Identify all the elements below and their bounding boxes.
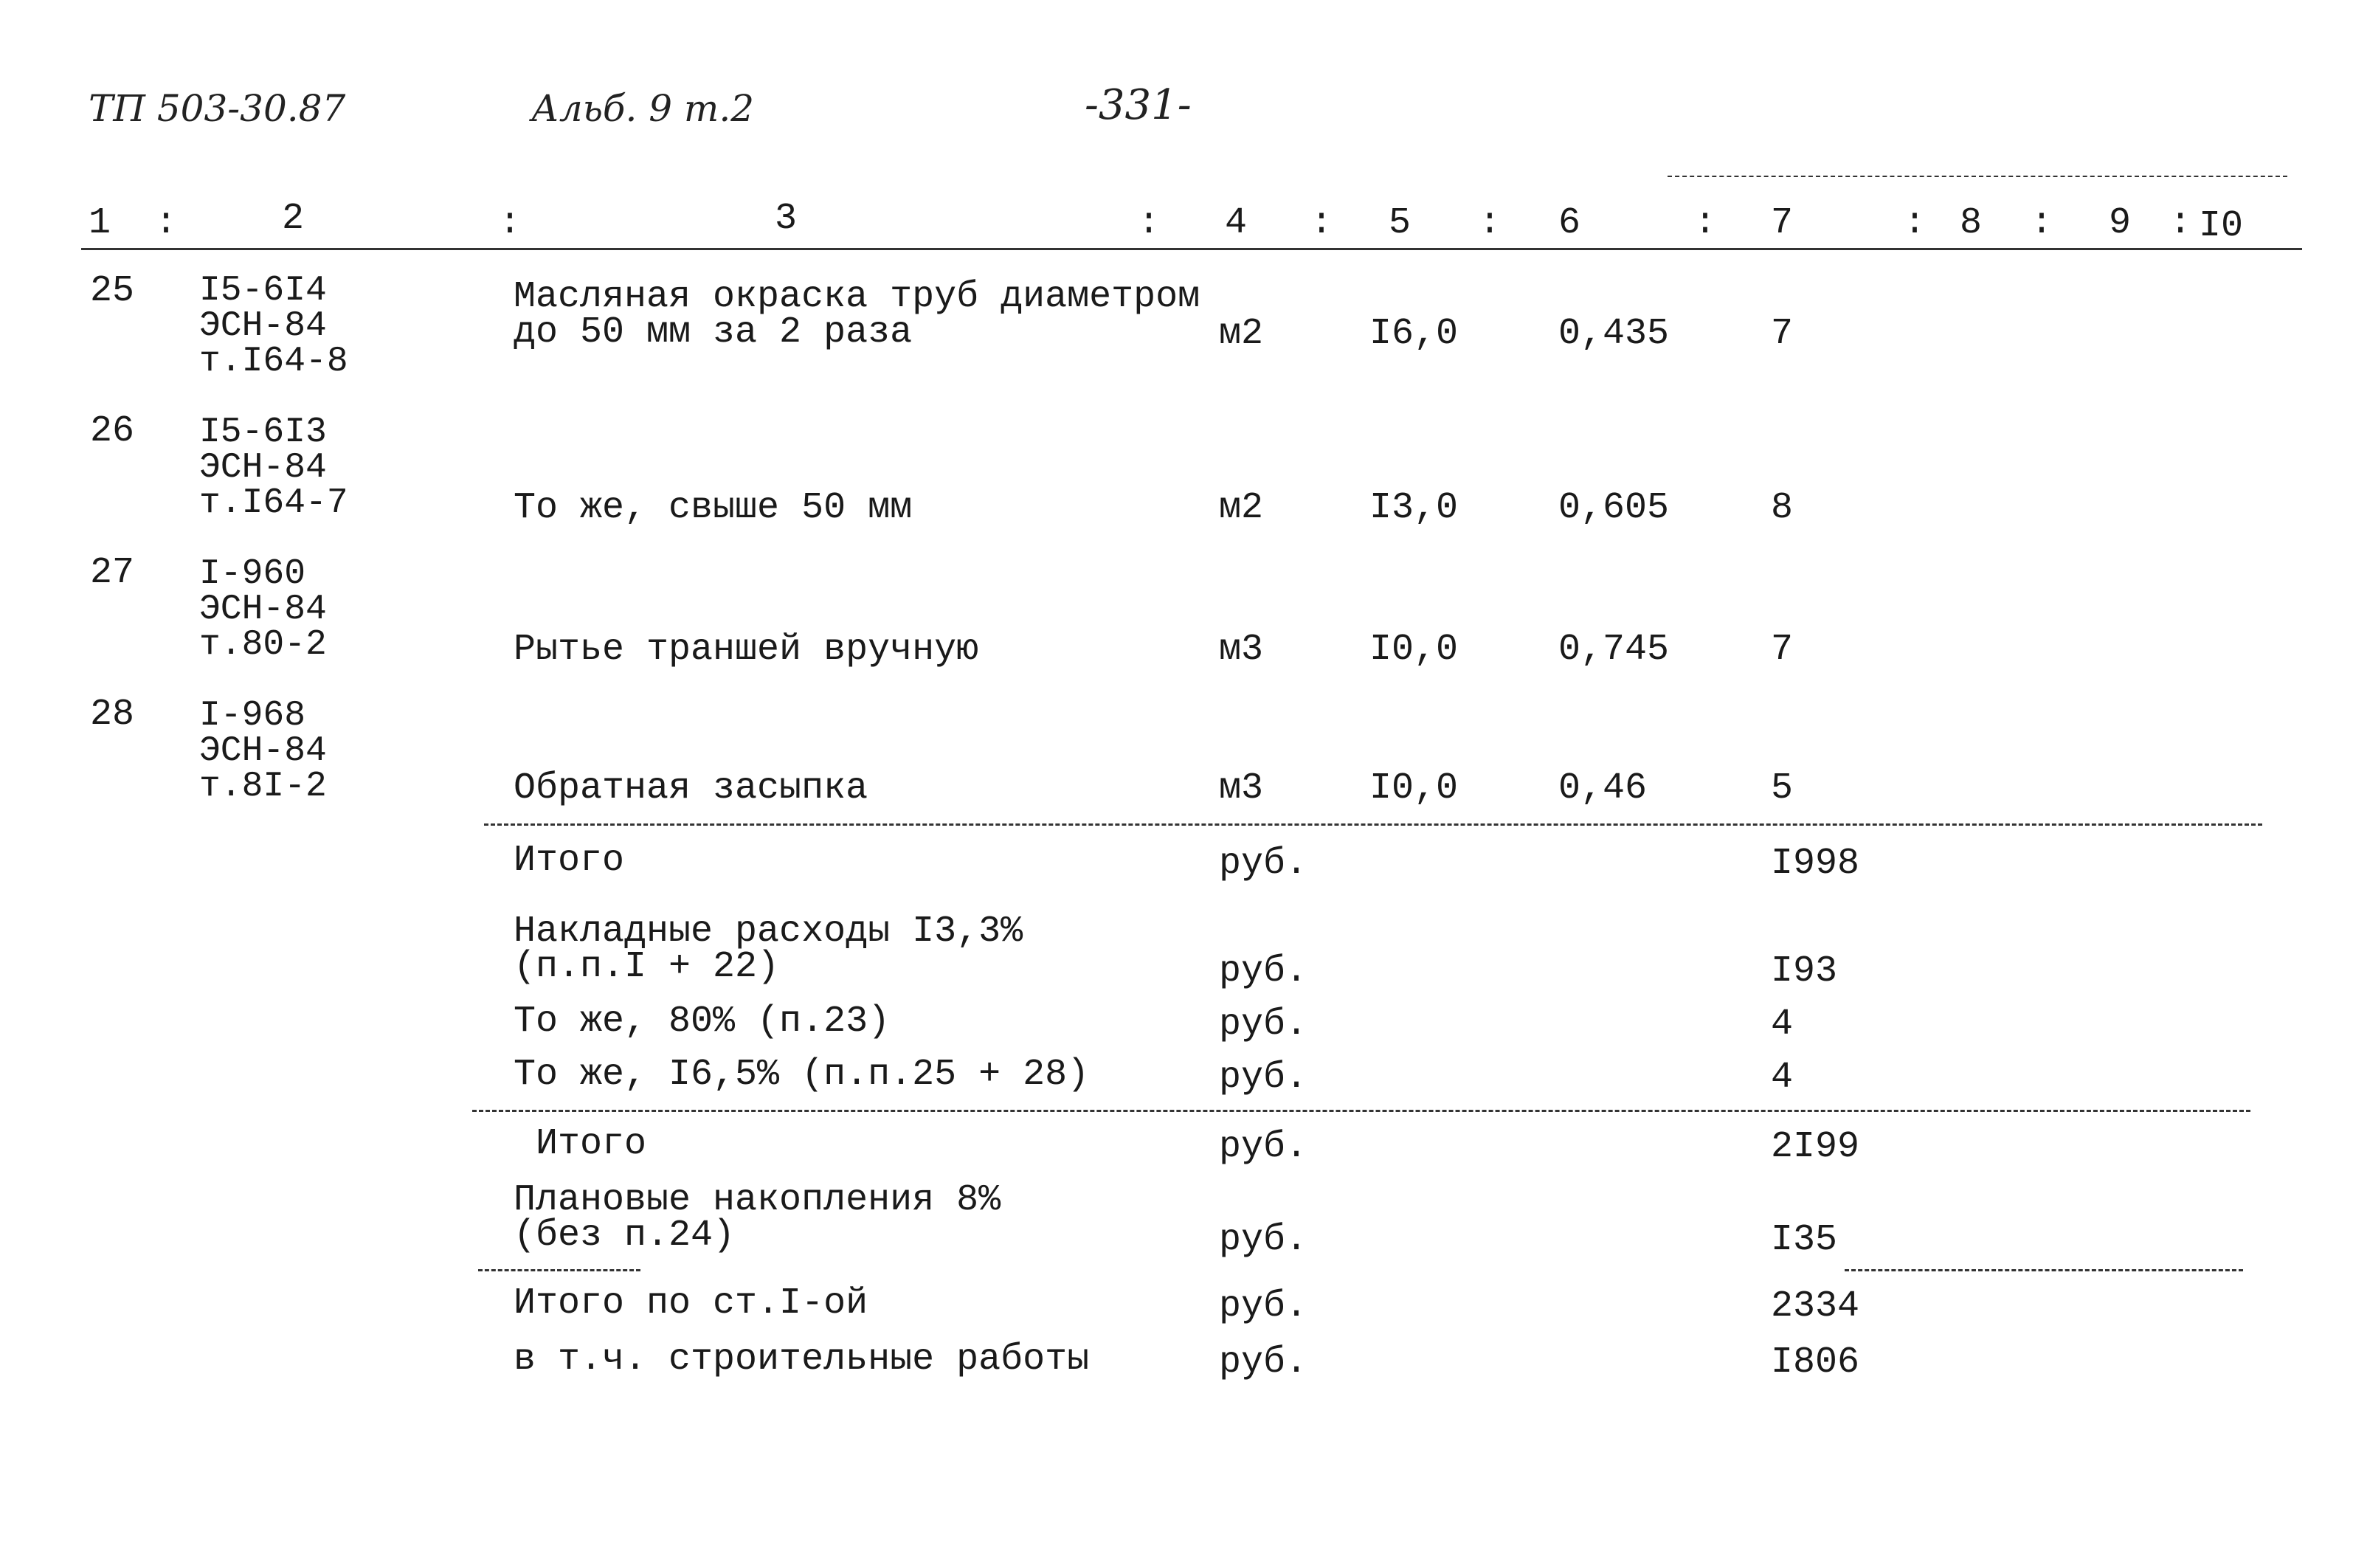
norm-code: т.8I-2 [199,767,327,807]
unit-price: 0,745 [1558,629,1670,671]
summary-unit: руб. [1219,1341,1308,1384]
album-reference: Альб. 9 т.2 [531,87,755,130]
col-header-3: 3 [775,198,798,240]
summary-label: Накладные расходы I3,3% [514,911,1023,953]
unit: м3 [1219,767,1264,809]
summary-unit: руб. [1219,843,1308,885]
norm-code: ЭСН-84 [199,731,327,771]
work-description: То же, свыше 50 мм [514,487,913,529]
unit-price: 0,46 [1558,767,1648,809]
summary-label: Итого [536,1123,647,1165]
col-header-8: 8 [1960,202,1983,244]
row-number: 25 [90,270,135,312]
section-divider [484,823,2262,826]
total: 8 [1771,487,1794,529]
header-underline [81,248,2302,250]
summary-label: (п.п.I + 22) [514,946,780,988]
norm-code: т.I64-7 [199,483,348,523]
col-sep: : [2169,202,2192,244]
document-code: ТП 503-30.87 [89,87,346,130]
col-sep: : [499,202,522,244]
unit-price: 0,435 [1558,313,1670,355]
col-header-7: 7 [1771,202,1794,244]
summary-total: I998 [1771,843,1860,885]
norm-code: I5-6I3 [199,412,327,452]
unit: м2 [1219,487,1264,529]
summary-unit: руб. [1219,1126,1308,1168]
col-header-10: I0 [2199,205,2244,247]
col-sep: : [1310,202,1333,244]
col-header-6: 6 [1558,202,1581,244]
norm-code: I-968 [199,696,306,736]
summary-label: в т.ч. строительные работы [514,1339,1090,1381]
col-sep: : [1479,202,1502,244]
summary-unit: руб. [1219,950,1308,992]
summary-label: То же, 80% (п.23) [514,1001,891,1043]
norm-code: I-960 [199,554,306,594]
unit: м2 [1219,313,1264,355]
work-description: Рытье траншей вручную [514,629,979,671]
summary-unit: руб. [1219,1219,1308,1261]
summary-unit: руб. [1219,1004,1308,1046]
quantity: I0,0 [1369,629,1459,671]
unit: м3 [1219,629,1264,671]
norm-code: ЭСН-84 [199,306,327,346]
norm-code: ЭСН-84 [199,590,327,629]
col-sep: : [2031,202,2053,244]
quantity: I6,0 [1369,313,1459,355]
row-number: 26 [90,410,135,452]
summary-total: I806 [1771,1341,1860,1384]
quantity: I0,0 [1369,767,1459,809]
section-divider [478,1269,640,1271]
total: 7 [1771,629,1794,671]
unit-price: 0,605 [1558,487,1670,529]
col-sep: : [1904,202,1927,244]
col-sep: : [1138,202,1161,244]
section-divider [1845,1269,2243,1271]
summary-total: 4 [1771,1004,1794,1046]
col-sep: : [155,202,178,244]
summary-total: 2I99 [1771,1126,1860,1168]
summary-unit: руб. [1219,1057,1308,1099]
col-header-4: 4 [1225,202,1248,244]
row-number: 27 [90,552,135,594]
quantity: I3,0 [1369,487,1459,529]
summary-total: I93 [1771,950,1838,992]
summary-label: Итого по ст.I-ой [514,1282,868,1324]
col-header-5: 5 [1389,202,1412,244]
summary-total: I35 [1771,1219,1838,1261]
header-overline [1668,176,2287,177]
total: 5 [1771,767,1794,809]
page-number: -331- [1085,81,1192,129]
col-sep: : [1694,202,1717,244]
work-description: Масляная окраска труб диаметром [514,276,1200,318]
total: 7 [1771,313,1794,355]
summary-label: Итого [514,840,625,882]
work-description: до 50 мм за 2 раза [514,311,913,353]
col-header-9: 9 [2109,202,2132,244]
summary-total: 4 [1771,1057,1794,1099]
row-number: 28 [90,694,135,736]
norm-code: I5-6I4 [199,271,327,311]
summary-label: (без п.24) [514,1215,736,1257]
col-header-1: 1 [89,202,111,244]
summary-total: 2334 [1771,1285,1860,1327]
summary-unit: руб. [1219,1285,1308,1327]
section-divider [472,1110,2250,1112]
summary-label: Плановые накопления 8% [514,1179,1001,1221]
summary-label: То же, I6,5% (п.п.25 + 28) [514,1054,1090,1096]
norm-code: т.80-2 [199,625,327,665]
norm-code: т.I64-8 [199,342,348,381]
col-header-2: 2 [282,198,305,240]
norm-code: ЭСН-84 [199,448,327,488]
work-description: Обратная засыпка [514,767,868,809]
